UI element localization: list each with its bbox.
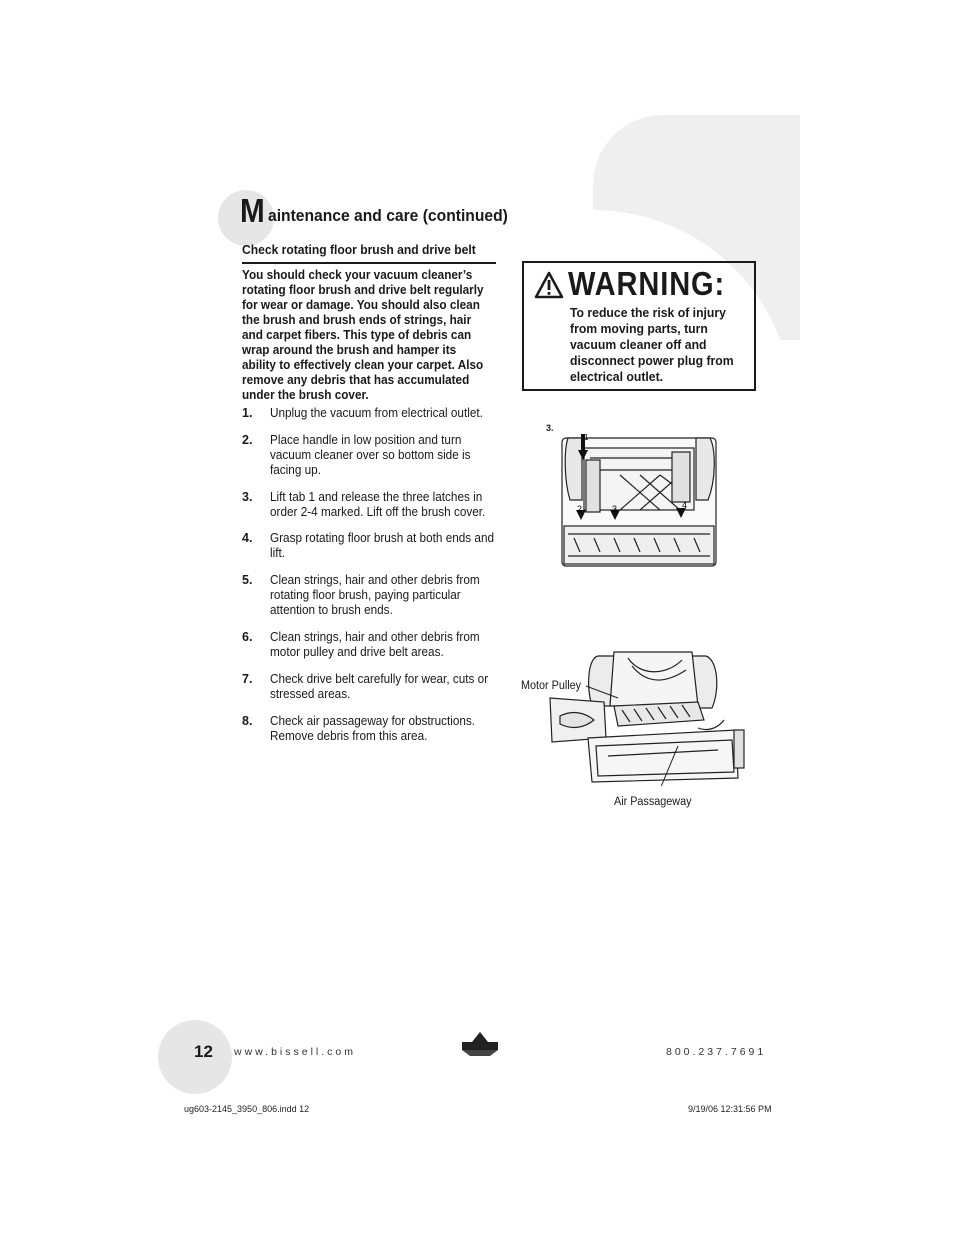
- step-text: Check drive belt carefully for wear, cuts or stressed areas.: [270, 672, 489, 701]
- marker-3: 3: [612, 504, 618, 514]
- step-item: [242, 573, 510, 618]
- step-number: 6.: [242, 630, 253, 644]
- step-text: Clean strings, hair and other debris from rotating floor brush, paying particular attention to brush ends.: [270, 573, 480, 617]
- file-slug: ug603-2145_3950_806.indd 12: [184, 1104, 310, 1114]
- step-item: [242, 406, 510, 421]
- marker-2: 2: [577, 504, 583, 514]
- step-number: 8.: [242, 714, 253, 728]
- page-title: aintenance and care (continued): [268, 206, 508, 225]
- warning-box: [522, 261, 756, 391]
- warning-text: To reduce the risk of injury from moving parts, turn vacuum cleaner off and disconnect power plug from electrical outlet.: [570, 305, 734, 384]
- step-number: 1.: [242, 406, 253, 420]
- date-slug: 9/19/06 12:31:56 PM: [688, 1104, 772, 1114]
- brush-cover-illustration: [560, 430, 730, 570]
- step-text: Unplug the vacuum from electrical outlet.: [270, 406, 483, 420]
- step-text: Clean strings, hair and other debris from motor pulley and drive belt areas.: [270, 630, 480, 659]
- step-number: 7.: [242, 672, 253, 686]
- step-text: Lift tab 1 and release the three latches in order 2-4 marked. Lift off the brush cover.: [270, 490, 486, 519]
- motor-pulley-illustration: [548, 646, 748, 786]
- step-number: 4.: [242, 531, 253, 545]
- step-item: [242, 490, 510, 520]
- bissell-logo: [460, 1030, 500, 1056]
- warning-triangle-icon: [534, 271, 564, 299]
- step-item: [242, 531, 510, 561]
- marker-1: 1: [584, 433, 589, 442]
- step-number: 5.: [242, 573, 253, 587]
- figure-label: 3.: [546, 423, 554, 433]
- subheading-rule: [242, 262, 496, 264]
- marker-4: 4: [682, 500, 688, 510]
- step-item: [242, 714, 510, 744]
- step-text: Check air passageway for obstructions. Remove debris from this area.: [270, 714, 476, 743]
- step-item: [242, 630, 510, 660]
- warning-title: WARNING:: [568, 265, 726, 302]
- footer-url: www.bissell.com: [234, 1046, 357, 1058]
- title-initial: M: [240, 192, 265, 229]
- steps-list: [242, 406, 510, 744]
- page-number: 12: [194, 1042, 213, 1061]
- intro-paragraph: You should check your vacuum cleaner’s rotating floor brush and drive belt regularly for wear or damage. You should also clean the brush and brush ends of strings, hair and carpet fibers. This type of debris can wrap around the brush and hamper its ability to effectively clean your carpet. Also remove any debris that has accumulated under the brush cover.: [242, 268, 484, 402]
- step-text: Place handle in low position and turn vacuum cleaner over so bottom side is facing up.: [270, 433, 471, 477]
- motor-pulley-label: Motor Pulley: [521, 680, 582, 692]
- air-passageway-label: Air Passageway: [614, 796, 692, 808]
- step-number: 2.: [242, 433, 253, 447]
- step-text: Grasp rotating floor brush at both ends and lift.: [270, 531, 495, 560]
- footer-phone: 800.237.7691: [666, 1046, 767, 1058]
- step-number: 3.: [242, 490, 253, 504]
- step-item: [242, 433, 510, 478]
- section-subheading: Check rotating floor brush and drive belt: [242, 242, 476, 257]
- step-item: [242, 672, 510, 702]
